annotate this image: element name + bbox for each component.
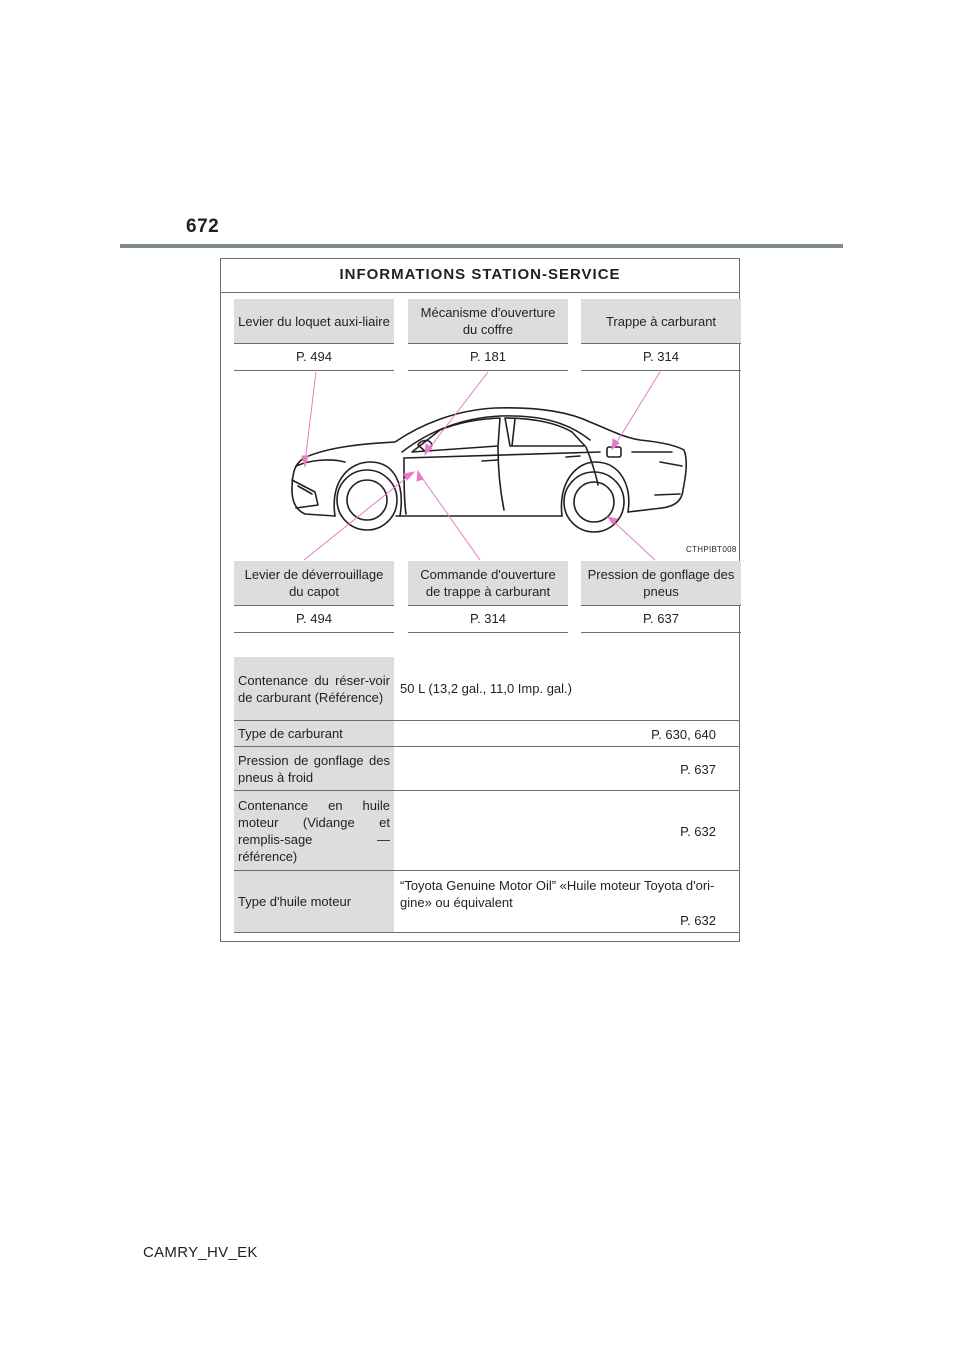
- label-fuel-door-opener: Commande d'ouverture de trappe à carburant: [408, 561, 568, 605]
- spec-row-fuel-type: [234, 721, 740, 747]
- spec-row-fuel-capacity: [234, 657, 740, 721]
- spec-row-cold-tire-pressure: [234, 747, 740, 791]
- ref-aux-latch-lever[interactable]: P. 494: [234, 344, 394, 371]
- spec-value: “Toyota Genuine Motor Oil” «Huile moteur Toyota d'ori-gine» ou équivalent: [400, 878, 715, 910]
- ref-tire-pressure[interactable]: P. 637: [581, 606, 741, 633]
- footer-code: CAMRY_HV_EK: [143, 1244, 258, 1261]
- spec-value: 50 L (13,2 gal., 11,0 Imp. gal.): [400, 681, 572, 696]
- ref-fuel-door[interactable]: P. 314: [581, 344, 741, 371]
- spec-label: Type de carburant: [238, 726, 343, 741]
- spec-row-oil-capacity: [234, 791, 740, 871]
- label-tire-pressure: Pression de gonflage des pneus: [581, 561, 741, 605]
- ref-fuel-door-opener[interactable]: P. 314: [408, 606, 568, 633]
- spec-label: Pression de gonflage des pneus à froid: [238, 752, 390, 785]
- ref-trunk-opener[interactable]: P. 181: [408, 344, 568, 371]
- spec-ref[interactable]: P. 632: [680, 913, 716, 928]
- spec-label: Contenance du réser-voir de carburant (Référence): [238, 672, 390, 705]
- ref-hood-release-lever[interactable]: P. 494: [234, 606, 394, 633]
- spec-ref[interactable]: P. 637: [680, 762, 716, 777]
- label-aux-latch-lever: Levier du loquet auxi-liaire: [234, 299, 394, 343]
- label-hood-release-lever: Levier de déverrouillage du capot: [234, 561, 394, 605]
- page-number: 672: [186, 216, 220, 237]
- spec-row-oil-type: [234, 871, 740, 933]
- image-code: CTHPIBT008: [686, 545, 737, 554]
- label-trunk-opener: Mécanisme d'ouverture du coffre: [408, 299, 568, 343]
- spec-label: Type d'huile moteur: [238, 894, 352, 909]
- label-fuel-door: Trappe à carburant: [581, 299, 741, 343]
- spec-ref[interactable]: P. 632: [680, 824, 716, 839]
- box-title: INFORMATIONS STATION-SERVICE: [221, 259, 739, 293]
- spec-ref[interactable]: P. 630, 640: [651, 727, 716, 742]
- spec-label: Contenance en huile moteur (Vidange et remplis-sage — référence): [238, 797, 390, 864]
